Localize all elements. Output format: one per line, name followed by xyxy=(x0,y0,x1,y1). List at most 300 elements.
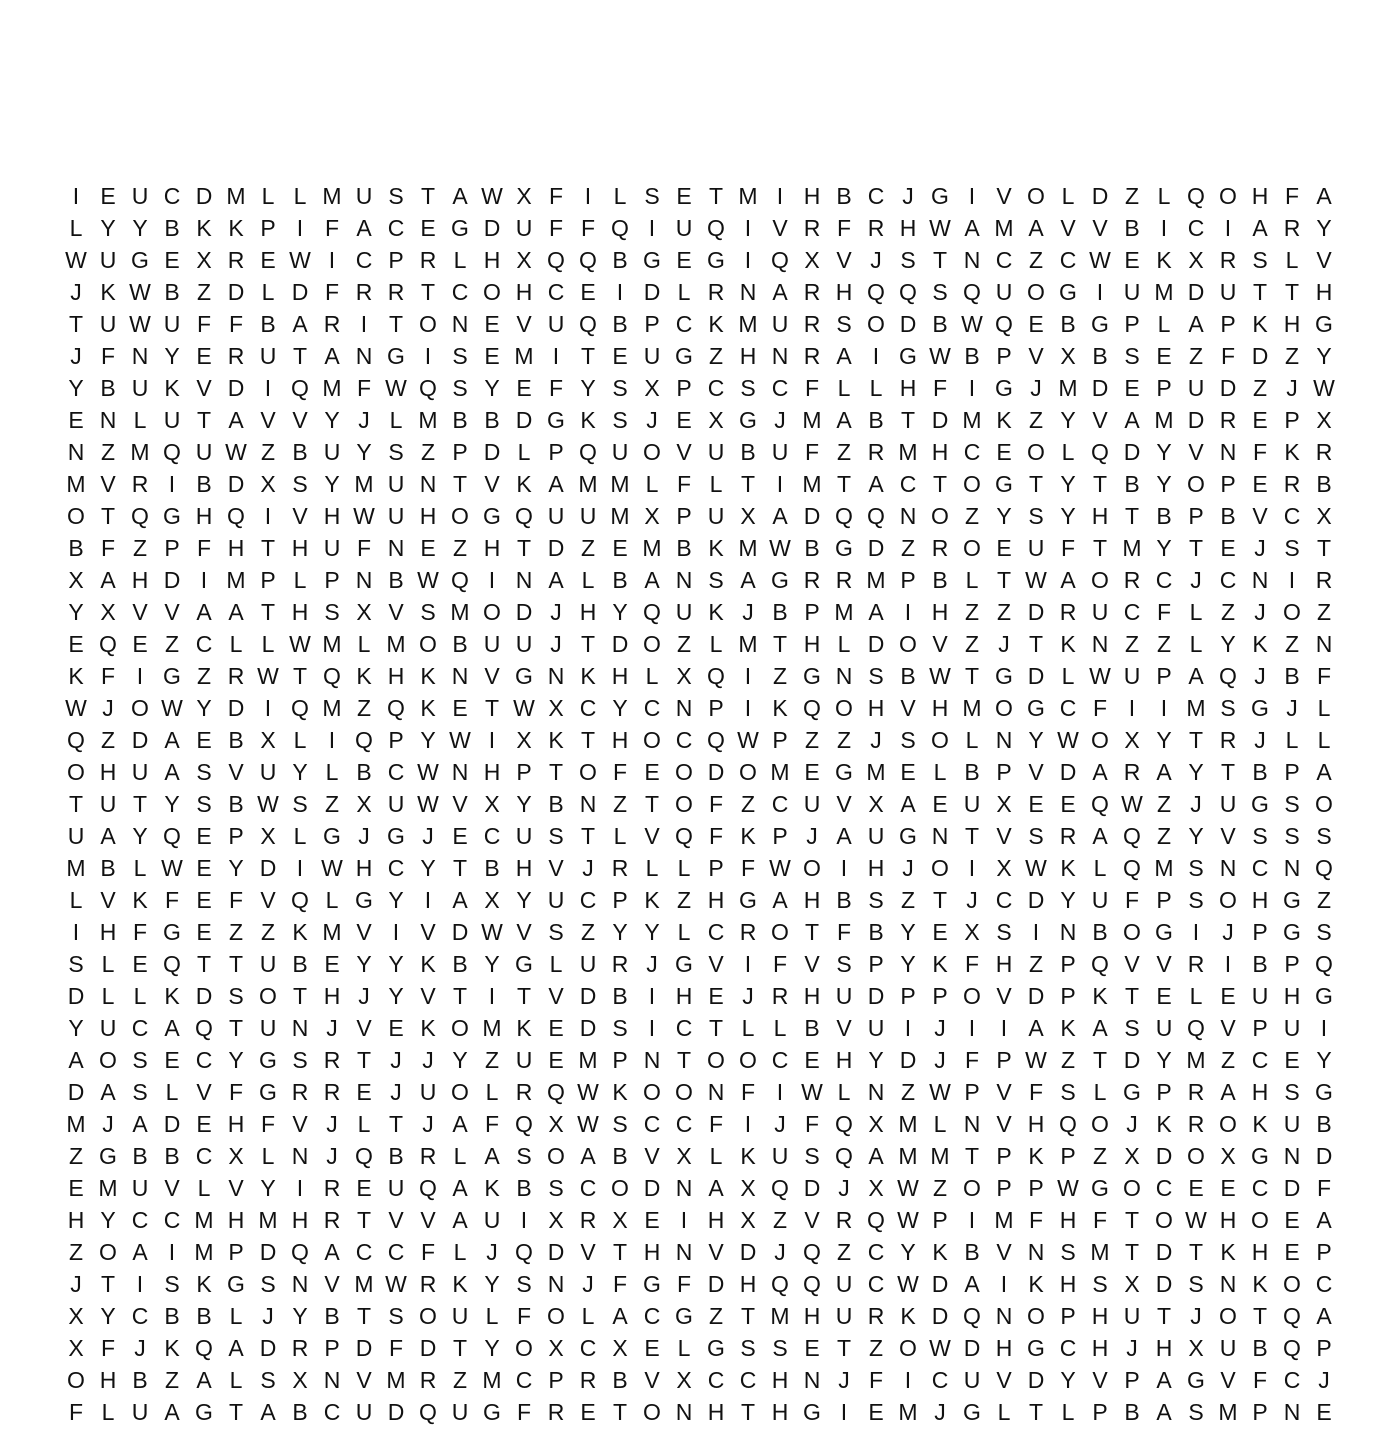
letter-cell[interactable]: T xyxy=(196,951,212,977)
letter-cell[interactable]: X xyxy=(708,407,724,433)
letter-cell[interactable]: G xyxy=(227,1271,245,1297)
letter-cell[interactable]: T xyxy=(1092,471,1108,497)
letter-cell[interactable]: P xyxy=(964,1079,980,1105)
letter-cell[interactable]: N xyxy=(899,503,917,529)
letter-cell[interactable]: X xyxy=(1124,1143,1140,1169)
letter-cell[interactable]: R xyxy=(1283,215,1301,241)
letter-cell[interactable]: R xyxy=(739,919,757,945)
letter-cell[interactable]: I xyxy=(1288,567,1296,593)
letter-cell[interactable]: B xyxy=(1124,1399,1140,1425)
letter-cell[interactable]: S xyxy=(452,375,468,401)
letter-cell[interactable]: U xyxy=(163,311,181,337)
letter-cell[interactable]: L xyxy=(485,1303,499,1329)
letter-cell[interactable]: V xyxy=(388,1207,404,1233)
letter-cell[interactable]: D xyxy=(643,279,661,305)
letter-cell[interactable]: U xyxy=(1219,791,1237,817)
letter-cell[interactable]: B xyxy=(548,791,564,817)
letter-cell[interactable]: T xyxy=(964,1143,980,1169)
letter-cell[interactable]: M xyxy=(354,471,374,497)
letter-cell[interactable]: T xyxy=(676,1047,692,1073)
letter-cell[interactable]: T xyxy=(260,535,276,561)
letter-cell[interactable]: O xyxy=(963,1175,981,1201)
letter-cell[interactable]: X xyxy=(1124,1271,1140,1297)
letter-cell[interactable]: L xyxy=(1189,983,1203,1009)
letter-cell[interactable]: Q xyxy=(707,215,725,241)
letter-cell[interactable]: I xyxy=(744,215,752,241)
letter-cell[interactable]: I xyxy=(296,855,304,881)
letter-cell[interactable]: Q xyxy=(67,727,85,753)
letter-cell[interactable]: A xyxy=(1092,823,1108,849)
letter-cell[interactable]: F xyxy=(932,375,948,401)
letter-cell[interactable]: L xyxy=(69,887,83,913)
letter-cell[interactable]: D xyxy=(611,631,629,657)
letter-cell[interactable]: I xyxy=(776,471,784,497)
letter-cell[interactable]: C xyxy=(995,887,1013,913)
letter-cell[interactable]: I xyxy=(200,567,208,593)
letter-cell[interactable]: U xyxy=(547,887,565,913)
letter-cell[interactable]: T xyxy=(1028,471,1044,497)
letter-cell[interactable]: U xyxy=(99,1015,117,1041)
letter-cell[interactable]: O xyxy=(1027,279,1045,305)
letter-cell[interactable]: Q xyxy=(515,1111,533,1137)
letter-cell[interactable]: A xyxy=(708,1175,724,1201)
letter-cell[interactable]: L xyxy=(357,631,371,657)
letter-cell[interactable]: K xyxy=(196,1271,212,1297)
letter-cell[interactable]: Y xyxy=(164,343,180,369)
letter-cell[interactable]: N xyxy=(675,567,693,593)
letter-cell[interactable]: Y xyxy=(1060,503,1076,529)
letter-cell[interactable]: L xyxy=(677,279,691,305)
letter-cell[interactable]: Z xyxy=(452,1367,468,1393)
letter-cell[interactable]: M xyxy=(610,503,630,529)
letter-cell[interactable]: W xyxy=(1313,375,1335,401)
letter-cell[interactable]: Q xyxy=(227,503,245,529)
letter-cell[interactable]: G xyxy=(835,759,853,785)
letter-cell[interactable]: Y xyxy=(484,951,500,977)
letter-cell[interactable]: O xyxy=(99,1047,117,1073)
letter-cell[interactable]: S xyxy=(708,567,724,593)
letter-cell[interactable]: I xyxy=(136,1271,144,1297)
letter-cell[interactable]: N xyxy=(515,567,533,593)
letter-cell[interactable]: H xyxy=(387,663,405,689)
letter-cell[interactable]: D xyxy=(515,599,533,625)
letter-cell[interactable]: A xyxy=(1188,311,1204,337)
letter-cell[interactable]: J xyxy=(1254,727,1266,753)
letter-cell[interactable]: X xyxy=(260,471,276,497)
letter-cell[interactable]: U xyxy=(1283,1015,1301,1041)
letter-cell[interactable]: A xyxy=(452,1111,468,1137)
letter-cell[interactable]: Z xyxy=(900,535,916,561)
letter-cell[interactable]: G xyxy=(771,567,789,593)
letter-cell[interactable]: R xyxy=(803,343,821,369)
letter-cell[interactable]: D xyxy=(547,535,565,561)
letter-cell[interactable]: E xyxy=(932,791,948,817)
letter-cell[interactable]: X xyxy=(260,727,276,753)
letter-cell[interactable]: V xyxy=(644,1143,660,1169)
letter-cell[interactable]: E xyxy=(68,631,84,657)
letter-cell[interactable]: K xyxy=(708,599,724,625)
letter-cell[interactable]: P xyxy=(612,1047,628,1073)
letter-cell[interactable]: R xyxy=(867,1303,885,1329)
letter-cell[interactable]: E xyxy=(324,951,340,977)
letter-cell[interactable]: M xyxy=(482,1015,502,1041)
letter-cell[interactable]: K xyxy=(1028,1143,1044,1169)
letter-cell[interactable]: P xyxy=(868,951,884,977)
letter-cell[interactable]: H xyxy=(1251,183,1269,209)
letter-cell[interactable]: F xyxy=(228,1079,244,1105)
letter-cell[interactable]: M xyxy=(194,1239,214,1265)
letter-cell[interactable]: V xyxy=(1092,1367,1108,1393)
letter-cell[interactable]: W xyxy=(897,1207,919,1233)
letter-cell[interactable]: R xyxy=(419,1271,437,1297)
letter-cell[interactable]: P xyxy=(388,247,404,273)
letter-cell[interactable]: H xyxy=(771,1399,789,1425)
letter-cell[interactable]: M xyxy=(962,407,982,433)
letter-cell[interactable]: Z xyxy=(324,791,340,817)
letter-cell[interactable]: U xyxy=(675,215,693,241)
letter-cell[interactable]: F xyxy=(516,1399,532,1425)
letter-cell[interactable]: G xyxy=(643,247,661,273)
letter-cell[interactable]: X xyxy=(868,1175,884,1201)
letter-cell[interactable]: B xyxy=(836,887,852,913)
letter-cell[interactable]: J xyxy=(1286,695,1298,721)
letter-cell[interactable]: C xyxy=(995,247,1013,273)
letter-cell[interactable]: L xyxy=(453,1143,467,1169)
letter-cell[interactable]: B xyxy=(100,855,116,881)
letter-cell[interactable]: A xyxy=(772,887,788,913)
letter-cell[interactable]: H xyxy=(931,599,949,625)
letter-cell[interactable]: D xyxy=(1155,1239,1173,1265)
letter-cell[interactable]: V xyxy=(580,1239,596,1265)
letter-cell[interactable]: R xyxy=(579,1367,597,1393)
letter-cell[interactable]: X xyxy=(68,1335,84,1361)
letter-cell[interactable]: R xyxy=(867,439,885,465)
letter-cell[interactable]: J xyxy=(326,1143,338,1169)
letter-cell[interactable]: X xyxy=(516,183,532,209)
letter-cell[interactable]: C xyxy=(1059,1335,1077,1361)
letter-cell[interactable]: M xyxy=(834,599,854,625)
letter-cell[interactable]: O xyxy=(771,919,789,945)
letter-cell[interactable]: V xyxy=(900,695,916,721)
letter-cell[interactable]: Q xyxy=(515,503,533,529)
letter-cell[interactable]: L xyxy=(549,951,563,977)
letter-cell[interactable]: P xyxy=(1156,887,1172,913)
letter-cell[interactable]: D xyxy=(1027,983,1045,1009)
letter-cell[interactable]: M xyxy=(994,1207,1014,1233)
letter-cell[interactable]: Y xyxy=(356,951,372,977)
letter-cell[interactable]: J xyxy=(582,855,594,881)
letter-cell[interactable]: F xyxy=(804,375,820,401)
letter-cell[interactable]: P xyxy=(996,1047,1012,1073)
letter-cell[interactable]: D xyxy=(1027,599,1045,625)
letter-cell[interactable]: Q xyxy=(195,1335,213,1361)
letter-cell[interactable]: M xyxy=(130,439,150,465)
letter-cell[interactable]: U xyxy=(259,343,277,369)
letter-cell[interactable]: L xyxy=(709,1143,723,1169)
letter-cell[interactable]: O xyxy=(1123,919,1141,945)
letter-cell[interactable]: L xyxy=(293,567,307,593)
letter-cell[interactable]: I xyxy=(968,375,976,401)
letter-cell[interactable]: P xyxy=(1284,951,1300,977)
letter-cell[interactable]: Y xyxy=(324,407,340,433)
letter-cell[interactable]: Y xyxy=(868,1047,884,1073)
letter-cell[interactable]: M xyxy=(738,631,758,657)
letter-cell[interactable]: O xyxy=(1027,183,1045,209)
letter-cell[interactable]: Z xyxy=(1124,631,1140,657)
letter-cell[interactable]: J xyxy=(1286,375,1298,401)
letter-cell[interactable]: W xyxy=(225,439,247,465)
letter-cell[interactable]: O xyxy=(1219,887,1237,913)
letter-cell[interactable]: C xyxy=(579,1175,597,1201)
letter-cell[interactable]: J xyxy=(902,183,914,209)
letter-cell[interactable]: G xyxy=(1251,1143,1269,1169)
letter-cell[interactable]: K xyxy=(164,375,180,401)
letter-cell[interactable]: C xyxy=(131,1015,149,1041)
letter-cell[interactable]: P xyxy=(996,343,1012,369)
letter-cell[interactable]: Y xyxy=(388,983,404,1009)
letter-cell[interactable]: H xyxy=(291,1207,309,1233)
letter-cell[interactable]: L xyxy=(357,1111,371,1137)
letter-cell[interactable]: X xyxy=(676,663,692,689)
letter-cell[interactable]: V xyxy=(516,919,532,945)
letter-cell[interactable]: R xyxy=(579,1207,597,1233)
letter-cell[interactable]: W xyxy=(1089,247,1111,273)
letter-cell[interactable]: X xyxy=(612,1335,628,1361)
letter-cell[interactable]: S xyxy=(1092,1271,1108,1297)
letter-cell[interactable]: P xyxy=(1156,1079,1172,1105)
letter-cell[interactable]: A xyxy=(1156,1399,1172,1425)
letter-cell[interactable]: D xyxy=(931,407,949,433)
letter-cell[interactable]: R xyxy=(1219,727,1237,753)
letter-cell[interactable]: X xyxy=(964,919,980,945)
letter-cell[interactable]: T xyxy=(68,791,84,817)
letter-cell[interactable]: L xyxy=(1093,855,1107,881)
letter-cell[interactable]: N xyxy=(291,1015,309,1041)
letter-cell[interactable]: G xyxy=(1187,1367,1205,1393)
letter-cell[interactable]: O xyxy=(899,631,917,657)
letter-cell[interactable]: F xyxy=(676,471,692,497)
letter-cell[interactable]: H xyxy=(995,1335,1013,1361)
letter-cell[interactable]: M xyxy=(226,183,246,209)
letter-cell[interactable]: H xyxy=(99,1367,117,1393)
letter-cell[interactable]: F xyxy=(964,951,980,977)
letter-cell[interactable]: R xyxy=(227,343,245,369)
letter-cell[interactable]: O xyxy=(867,311,885,337)
letter-cell[interactable]: J xyxy=(326,1015,338,1041)
letter-cell[interactable]: Y xyxy=(612,695,628,721)
letter-cell[interactable]: Y xyxy=(1316,343,1332,369)
letter-cell[interactable]: I xyxy=(360,311,368,337)
letter-cell[interactable]: M xyxy=(802,407,822,433)
letter-cell[interactable]: H xyxy=(67,1207,85,1233)
letter-cell[interactable]: Q xyxy=(323,663,341,689)
letter-cell[interactable]: E xyxy=(1220,983,1236,1009)
letter-cell[interactable]: B xyxy=(612,1367,628,1393)
letter-cell[interactable]: W xyxy=(801,1079,823,1105)
letter-cell[interactable]: E xyxy=(612,343,628,369)
letter-cell[interactable]: V xyxy=(164,1175,180,1201)
letter-cell[interactable]: P xyxy=(548,1367,564,1393)
letter-cell[interactable]: L xyxy=(613,183,627,209)
letter-cell[interactable]: A xyxy=(356,215,372,241)
letter-cell[interactable]: M xyxy=(1154,279,1174,305)
letter-cell[interactable]: C xyxy=(1283,503,1301,529)
letter-cell[interactable]: W xyxy=(897,1175,919,1201)
letter-cell[interactable]: J xyxy=(582,1271,594,1297)
letter-cell[interactable]: N xyxy=(387,535,405,561)
letter-cell[interactable]: T xyxy=(1124,1239,1140,1265)
letter-cell[interactable]: H xyxy=(611,663,629,689)
letter-cell[interactable]: E xyxy=(68,1175,84,1201)
letter-cell[interactable]: F xyxy=(1028,1207,1044,1233)
letter-cell[interactable]: X xyxy=(644,375,660,401)
letter-cell[interactable]: C xyxy=(707,375,725,401)
letter-cell[interactable]: L xyxy=(69,215,83,241)
letter-cell[interactable]: K xyxy=(644,887,660,913)
letter-cell[interactable]: X xyxy=(868,1111,884,1137)
letter-cell[interactable]: U xyxy=(99,791,117,817)
letter-cell[interactable]: M xyxy=(1090,1239,1110,1265)
letter-cell[interactable]: V xyxy=(1028,343,1044,369)
letter-cell[interactable]: W xyxy=(737,727,759,753)
letter-cell[interactable]: N xyxy=(451,759,469,785)
letter-cell[interactable]: P xyxy=(612,887,628,913)
letter-cell[interactable]: F xyxy=(548,375,564,401)
letter-cell[interactable]: E xyxy=(196,727,212,753)
letter-cell[interactable]: R xyxy=(707,279,725,305)
letter-cell[interactable]: Z xyxy=(1316,887,1332,913)
letter-cell[interactable]: J xyxy=(838,1367,850,1393)
letter-cell[interactable]: X xyxy=(1220,1143,1236,1169)
letter-cell[interactable]: S xyxy=(1284,535,1300,561)
letter-cell[interactable]: Y xyxy=(516,791,532,817)
letter-cell[interactable]: D xyxy=(1283,1175,1301,1201)
letter-cell[interactable]: K xyxy=(1220,1239,1236,1265)
letter-cell[interactable]: P xyxy=(1060,951,1076,977)
letter-cell[interactable]: K xyxy=(164,1335,180,1361)
letter-cell[interactable]: L xyxy=(581,1303,595,1329)
letter-cell[interactable]: D xyxy=(1091,183,1109,209)
letter-cell[interactable]: F xyxy=(612,1271,628,1297)
letter-cell[interactable]: U xyxy=(963,791,981,817)
letter-cell[interactable]: P xyxy=(1124,1367,1140,1393)
letter-cell[interactable]: T xyxy=(420,279,436,305)
letter-cell[interactable]: I xyxy=(776,1079,784,1105)
letter-cell[interactable]: B xyxy=(612,1143,628,1169)
letter-cell[interactable]: R xyxy=(1283,471,1301,497)
letter-cell[interactable]: F xyxy=(1284,183,1300,209)
letter-cell[interactable]: F xyxy=(1220,343,1236,369)
letter-cell[interactable]: Z xyxy=(772,663,788,689)
letter-cell[interactable]: N xyxy=(451,311,469,337)
letter-cell[interactable]: Z xyxy=(1284,631,1300,657)
letter-cell[interactable]: R xyxy=(803,215,821,241)
letter-cell[interactable]: L xyxy=(101,1399,115,1425)
letter-cell[interactable]: T xyxy=(100,1271,116,1297)
letter-cell[interactable]: X xyxy=(1124,727,1140,753)
letter-cell[interactable]: A xyxy=(740,567,756,593)
letter-cell[interactable]: J xyxy=(70,1271,82,1297)
letter-cell[interactable]: U xyxy=(387,791,405,817)
letter-cell[interactable]: I xyxy=(296,215,304,241)
letter-cell[interactable]: K xyxy=(1060,855,1076,881)
letter-cell[interactable]: O xyxy=(419,631,437,657)
letter-cell[interactable]: P xyxy=(260,567,276,593)
letter-cell[interactable]: A xyxy=(228,407,244,433)
letter-cell[interactable]: Y xyxy=(1188,759,1204,785)
letter-cell[interactable]: U xyxy=(515,823,533,849)
letter-cell[interactable]: W xyxy=(577,1111,599,1137)
letter-cell[interactable]: B xyxy=(260,311,276,337)
letter-cell[interactable]: W xyxy=(289,247,311,273)
letter-cell[interactable]: N xyxy=(643,1047,661,1073)
letter-cell[interactable]: P xyxy=(1284,407,1300,433)
letter-cell[interactable]: E xyxy=(132,631,148,657)
letter-cell[interactable]: T xyxy=(356,1207,372,1233)
letter-cell[interactable]: I xyxy=(648,983,656,1009)
letter-cell[interactable]: Q xyxy=(675,823,693,849)
letter-cell[interactable]: E xyxy=(804,1047,820,1073)
letter-cell[interactable]: B xyxy=(164,215,180,241)
letter-cell[interactable]: Q xyxy=(867,1207,885,1233)
letter-cell[interactable]: O xyxy=(643,439,661,465)
letter-cell[interactable]: P xyxy=(772,727,788,753)
letter-cell[interactable]: X xyxy=(1060,343,1076,369)
letter-cell[interactable]: B xyxy=(1060,311,1076,337)
letter-cell[interactable]: R xyxy=(323,311,341,337)
letter-cell[interactable]: L xyxy=(389,407,403,433)
letter-cell[interactable]: H xyxy=(131,567,149,593)
letter-cell[interactable]: G xyxy=(131,247,149,273)
letter-cell[interactable]: L xyxy=(677,855,691,881)
letter-cell[interactable]: D xyxy=(1315,1143,1333,1169)
letter-cell[interactable]: H xyxy=(803,1303,821,1329)
letter-cell[interactable]: N xyxy=(99,407,117,433)
letter-cell[interactable]: V xyxy=(292,503,308,529)
letter-cell[interactable]: J xyxy=(326,1111,338,1137)
letter-cell[interactable]: U xyxy=(643,343,661,369)
letter-cell[interactable]: Y xyxy=(420,727,436,753)
letter-cell[interactable]: F xyxy=(868,1367,884,1393)
letter-cell[interactable]: Q xyxy=(707,663,725,689)
letter-cell[interactable]: A xyxy=(836,823,852,849)
letter-cell[interactable]: W xyxy=(257,791,279,817)
letter-cell[interactable]: L xyxy=(261,631,275,657)
letter-cell[interactable]: S xyxy=(644,183,660,209)
letter-cell[interactable]: B xyxy=(100,375,116,401)
letter-cell[interactable]: W xyxy=(161,695,183,721)
letter-cell[interactable]: Y xyxy=(260,1175,276,1201)
letter-cell[interactable]: E xyxy=(644,1207,660,1233)
letter-cell[interactable]: F xyxy=(1060,535,1076,561)
letter-cell[interactable]: U xyxy=(1027,535,1045,561)
letter-cell[interactable]: D xyxy=(1123,1047,1141,1073)
letter-cell[interactable]: T xyxy=(420,183,436,209)
letter-cell[interactable]: D xyxy=(1027,887,1045,913)
letter-cell[interactable]: C xyxy=(1059,695,1077,721)
letter-cell[interactable]: Q xyxy=(419,1175,437,1201)
letter-cell[interactable]: V xyxy=(804,1207,820,1233)
letter-cell[interactable]: T xyxy=(452,983,468,1009)
letter-cell[interactable]: I xyxy=(1224,951,1232,977)
letter-cell[interactable]: C xyxy=(163,1207,181,1233)
letter-cell[interactable]: R xyxy=(387,279,405,305)
letter-cell[interactable]: J xyxy=(1318,1367,1330,1393)
letter-cell[interactable]: Q xyxy=(515,1239,533,1265)
letter-cell[interactable]: O xyxy=(1219,1303,1237,1329)
letter-cell[interactable]: T xyxy=(900,407,916,433)
letter-cell[interactable]: S xyxy=(388,1303,404,1329)
